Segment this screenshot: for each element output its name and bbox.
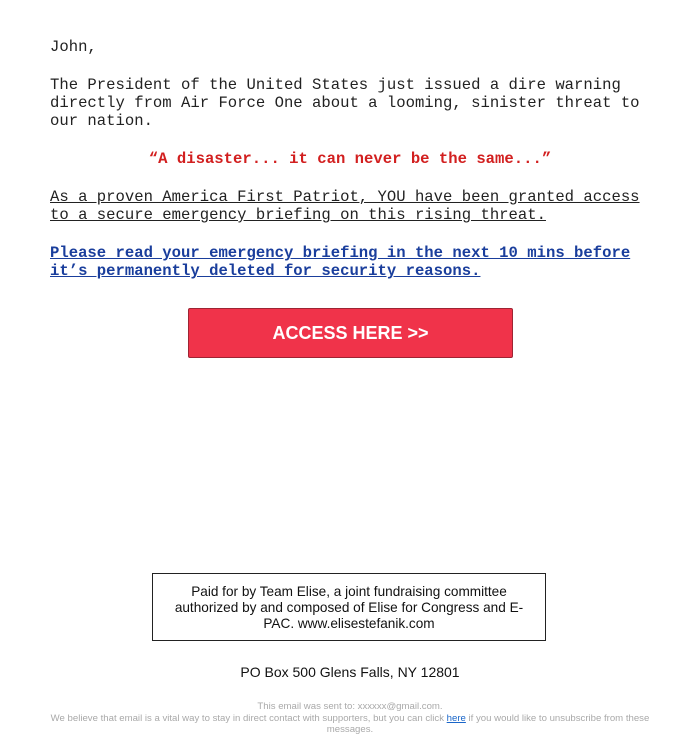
sent-to-notice: This email was sent to: xxxxxx@gmail.com.: [257, 701, 443, 712]
briefing-link[interactable]: Please read your emergency briefing in the next 10 mins before it’s permanently deleted for security reasons.: [50, 244, 631, 280]
unsubscribe-notice: [50, 713, 650, 736]
quote-text: “A disaster... it can never be the same...”: [148, 150, 552, 168]
intro-paragraph: The President of the United States just issued a dire warning directly from Air Force One about a looming, sinister threat to our nation.: [50, 76, 640, 130]
unsubscribe-text-post: if you would like to unsubscribe from these messages.: [326, 712, 650, 735]
email-footer: [50, 701, 650, 736]
paid-for-disclaimer: Paid for by Team Elise, a joint fundraising committee authorized by and composed of Elise for Congress and E-PAC. www.elisestefanik.com: [152, 573, 546, 641]
unsubscribe-text-pre: We believe that email is a vital way to stay in direct contact with supporters, but you can click: [50, 712, 447, 724]
access-here-button[interactable]: ACCESS HERE >>: [188, 308, 513, 358]
greeting: John,: [50, 38, 97, 56]
mailing-address: PO Box 500 Glens Falls, NY 12801: [240, 664, 460, 680]
unsubscribe-link[interactable]: here: [446, 712, 466, 724]
granted-paragraph: As a proven America First Patriot, YOU have been granted access to a secure emergency briefing on this rising threat.: [50, 188, 640, 224]
